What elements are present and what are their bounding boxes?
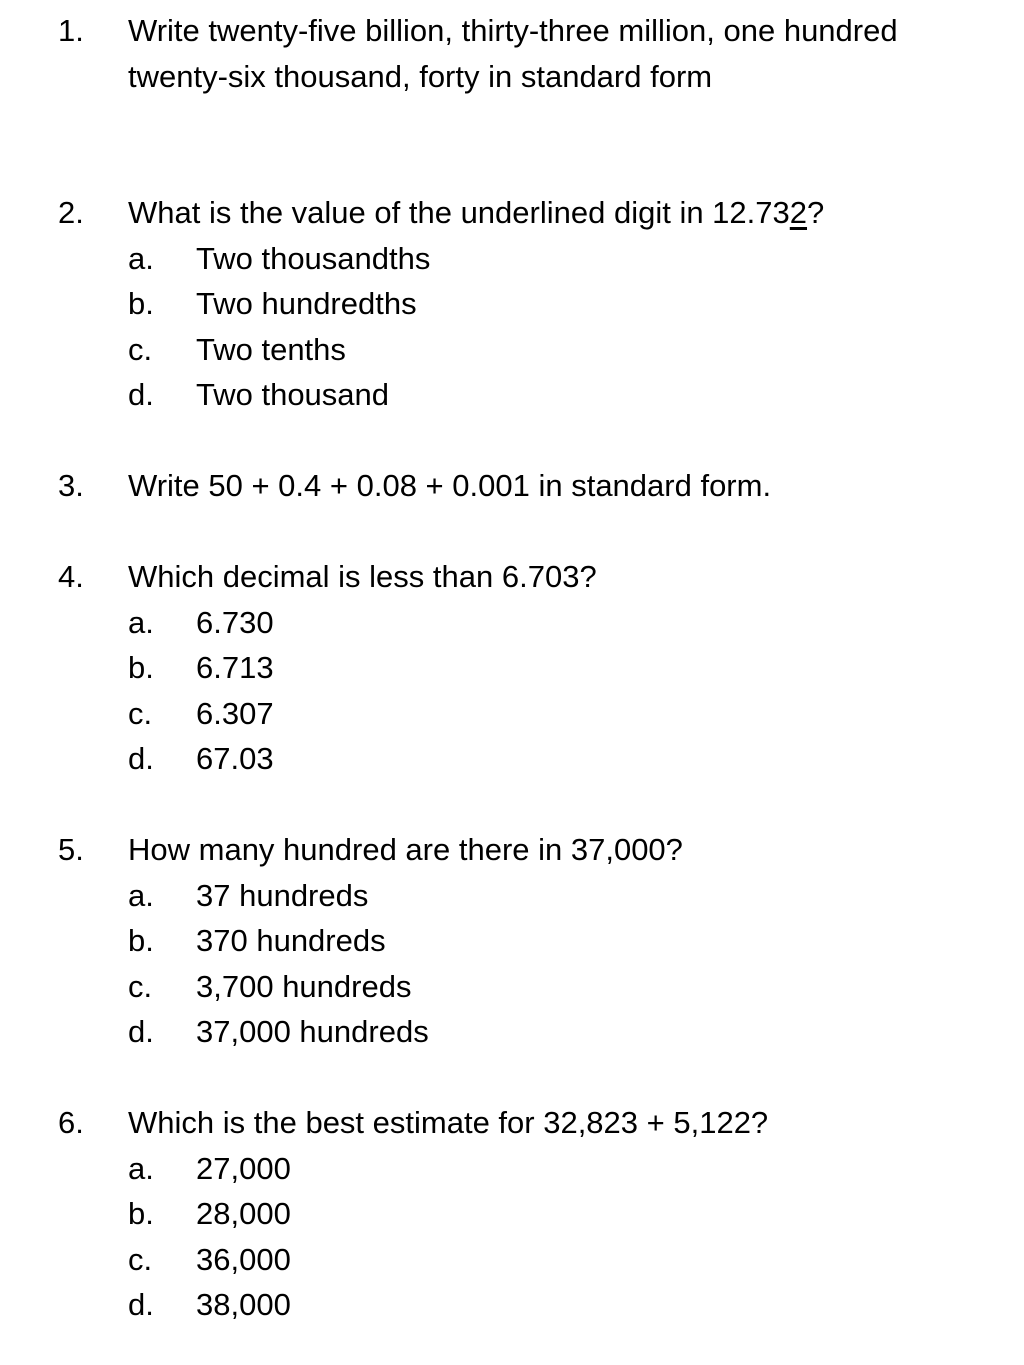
question-number: 4. — [58, 559, 84, 594]
option-c — [128, 691, 1008, 737]
option-d — [128, 1282, 1008, 1328]
option-list — [128, 236, 1008, 418]
option-list — [128, 600, 1008, 782]
option-text: 370 hundreds — [196, 923, 386, 958]
option-b — [128, 645, 1008, 691]
option-letter: b. — [128, 650, 154, 685]
option-letter: c. — [128, 1241, 153, 1277]
option-letter: a. — [128, 877, 154, 913]
option-text: 27,000 — [196, 1150, 291, 1186]
question-number: 3. — [58, 468, 84, 503]
option-letter: a. — [128, 604, 154, 640]
option-letter: d. — [128, 1287, 154, 1322]
option-letter: d. — [128, 1014, 154, 1049]
question-text: Write 50 + 0.4 + 0.08 + 0.001 in standard form. — [128, 468, 772, 503]
option-text: Two thousand — [196, 377, 390, 412]
option-letter: d. — [128, 377, 154, 412]
option-letter: c. — [128, 695, 153, 731]
question-text-start: What is the value of the underlined digit in 12.73 — [128, 195, 790, 230]
question-text: Which decimal is less than 6.703? — [128, 559, 597, 594]
option-letter: b. — [128, 923, 154, 958]
option-text: 6.713 — [196, 650, 274, 685]
option-a — [128, 600, 1008, 646]
question-number: 6. — [58, 1105, 84, 1140]
option-text: 67.03 — [196, 741, 274, 776]
option-d — [128, 1009, 1008, 1055]
question-text: Write twenty-five billion, thirty-three million, one hundred twenty-six thousand, forty in standard form — [128, 13, 898, 94]
option-a — [128, 1146, 1008, 1192]
option-list — [128, 1146, 1008, 1328]
option-text: 37,000 hundreds — [196, 1014, 429, 1049]
underlined-digit: 2 — [789, 195, 808, 230]
option-b — [128, 281, 1008, 327]
option-text: 36,000 — [196, 1241, 291, 1277]
option-letter: b. — [128, 286, 154, 321]
option-text: 28,000 — [196, 1196, 291, 1231]
option-text: Two tenths — [196, 331, 346, 367]
option-a — [128, 236, 1008, 282]
option-letter: a. — [128, 240, 154, 276]
option-c — [128, 327, 1008, 373]
option-text: 6.307 — [196, 695, 274, 731]
option-text: Two thousandths — [196, 240, 431, 276]
question-number: 1. — [58, 13, 84, 48]
option-c — [128, 1237, 1008, 1283]
option-d — [128, 372, 1008, 418]
option-text: 6.730 — [196, 604, 274, 640]
option-letter: d. — [128, 741, 154, 776]
option-a — [128, 873, 1008, 919]
option-text: 3,700 hundreds — [196, 968, 412, 1004]
option-letter: c. — [128, 968, 153, 1004]
option-text: 38,000 — [196, 1287, 291, 1322]
option-text: Two hundredths — [196, 286, 417, 321]
question-text: How many hundred are there in 37,000? — [128, 832, 683, 867]
question-number: 2. — [58, 195, 84, 230]
question-number: 5. — [58, 832, 84, 867]
option-d — [128, 736, 1008, 782]
option-letter: c. — [128, 331, 153, 367]
option-letter: b. — [128, 1196, 154, 1231]
option-c — [128, 964, 1008, 1010]
option-text: 37 hundreds — [196, 877, 369, 913]
option-b — [128, 918, 1008, 964]
question-text: Which is the best estimate for 32,823 + 5,122? — [128, 1105, 769, 1140]
question-text-end: ? — [807, 195, 825, 230]
option-list — [128, 873, 1008, 1055]
option-letter: a. — [128, 1150, 154, 1186]
question-text — [128, 190, 1008, 236]
option-b — [128, 1191, 1008, 1237]
